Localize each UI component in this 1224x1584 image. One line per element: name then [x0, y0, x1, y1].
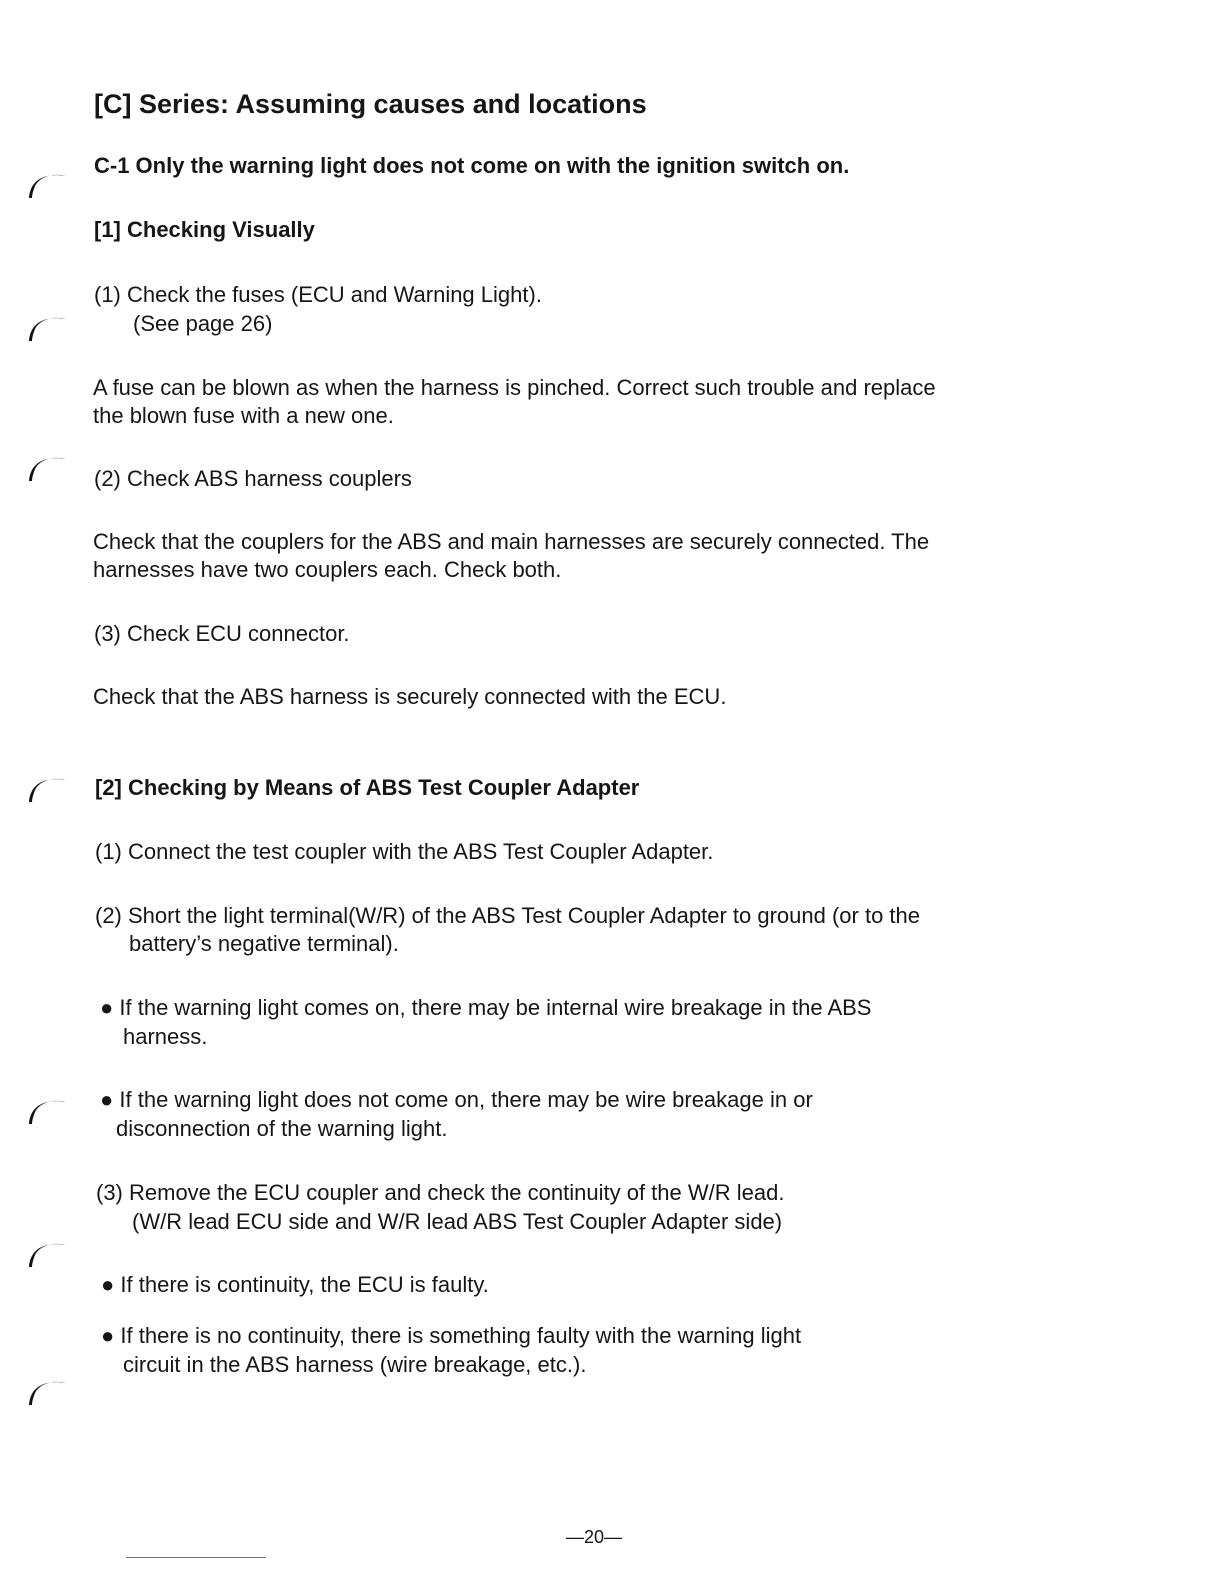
section1-item1-line1: (1) Check the fuses (ECU and Warning Light).	[94, 282, 542, 307]
c1-heading: C-1 Only the warning light does not come on with the ignition switch on.	[94, 153, 850, 178]
section1-para2-line2: harnesses have two couplers each. Check both.	[93, 557, 562, 582]
margin-mark-icon	[26, 770, 68, 804]
margin-mark-icon	[26, 1373, 68, 1407]
section2-item3-line1: (3) Remove the ECU coupler and check the continuity of the W/R lead.	[96, 1180, 785, 1205]
margin-mark-icon	[26, 1235, 68, 1269]
section2-bullet4-line2: circuit in the ABS harness (wire breakage, etc.).	[123, 1352, 587, 1377]
section2-bullet4-line1: ● If there is no continuity, there is something faulty with the warning light	[101, 1323, 802, 1348]
section1-para2-line1: Check that the couplers for the ABS and main harnesses are securely connected. The	[93, 529, 930, 554]
section1-item1-line2: (See page 26)	[133, 311, 273, 336]
section2-heading: [2] Checking by Means of ABS Test Coupler Adapter	[95, 775, 640, 800]
section2-item2-line2: battery’s negative terminal).	[129, 931, 399, 956]
section2-bullet3: ● If there is continuity, the ECU is faulty.	[101, 1272, 489, 1297]
section2-bullet2-line1: ● If the warning light does not come on, there may be wire breakage in or	[100, 1087, 813, 1112]
section1-item2: (2) Check ABS harness couplers	[94, 466, 412, 491]
section1-para1-line1: A fuse can be blown as when the harness is pinched. Correct such trouble and replace	[93, 375, 936, 400]
section2-item2-line1: (2) Short the light terminal(W/R) of the ABS Test Coupler Adapter to ground (or to the	[95, 903, 920, 928]
section1-heading: [1] Checking Visually	[94, 217, 315, 242]
margin-mark-icon	[26, 166, 68, 200]
section2-bullet2-line2: disconnection of the warning light.	[116, 1116, 448, 1141]
section2-bullet1-line1: ● If the warning light comes on, there may be internal wire breakage in the ABS	[100, 995, 872, 1020]
section2-item1: (1) Connect the test coupler with the ABS Test Coupler Adapter.	[95, 839, 714, 864]
section1-para1-line2: the blown fuse with a new one.	[93, 403, 394, 428]
section2-item3-line2: (W/R lead ECU side and W/R lead ABS Test Coupler Adapter side)	[132, 1209, 783, 1234]
footer-divider	[126, 1557, 266, 1558]
margin-mark-icon	[26, 449, 68, 483]
page-number: —20—	[566, 1527, 623, 1547]
margin-mark-icon	[26, 1092, 68, 1126]
section2-bullet1-line2: harness.	[123, 1024, 208, 1049]
margin-mark-icon	[26, 309, 68, 343]
section1-para3: Check that the ABS harness is securely connected with the ECU.	[93, 684, 727, 709]
section1-item3: (3) Check ECU connector.	[94, 621, 350, 646]
page-title: [C] Series: Assuming causes and locations	[94, 89, 647, 119]
